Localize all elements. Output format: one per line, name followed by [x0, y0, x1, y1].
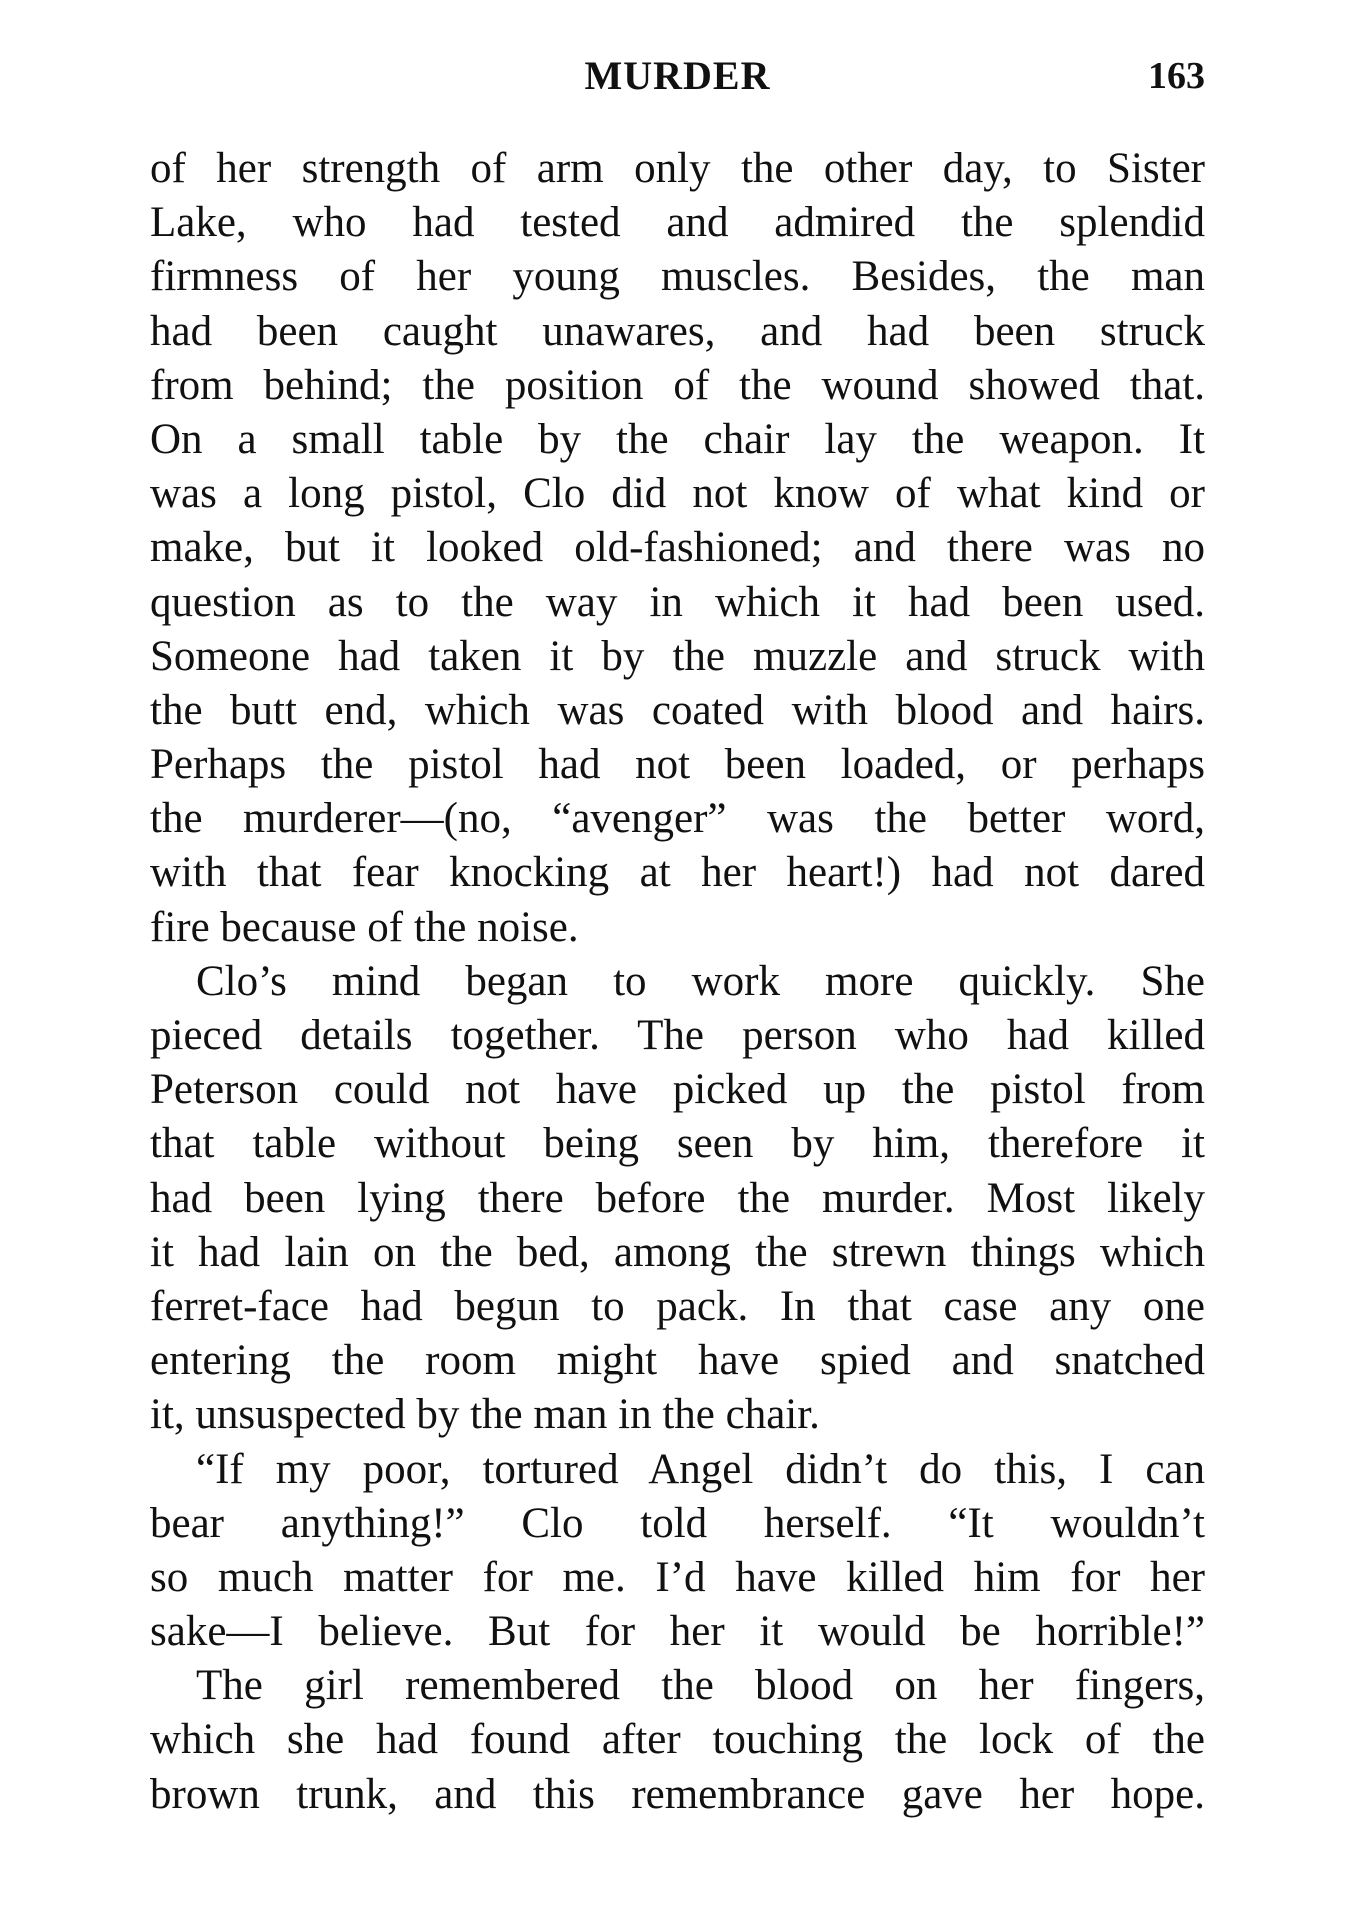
text-line: question as to the way in which it had been used.	[150, 578, 1205, 626]
text-line: it, unsuspected by the man in the chair.	[150, 1391, 820, 1439]
text-line: Clo’s mind began to work more quickly. She	[196, 957, 1205, 1005]
text-line: On a small table by the chair lay the weapon. It	[150, 415, 1205, 463]
text-line: had been lying there before the murder. Most likely	[150, 1174, 1205, 1222]
text-line: which she had found after touching the lock of the	[150, 1716, 1205, 1764]
body-text	[150, 142, 1205, 1822]
text-line: ferret-face had begun to pack. In that case any one	[150, 1282, 1205, 1330]
text-line: had been caught unawares, and had been struck	[150, 307, 1205, 355]
text-line: it had lain on the bed, among the strewn things which	[150, 1228, 1205, 1276]
text-line: brown trunk, and this remembrance gave her hope.	[150, 1770, 1205, 1818]
text-line: from behind; the position of the wound showed that.	[150, 361, 1205, 409]
text-line: so much matter for me. I’d have killed him for her	[150, 1553, 1205, 1601]
text-line: with that fear knocking at her heart!) had not dared	[150, 849, 1205, 897]
text-line: that table without being seen by him, therefore it	[150, 1120, 1205, 1168]
text-line: make, but it looked old-fashioned; and there was no	[150, 524, 1205, 572]
text-line: sake—I believe. But for her it would be horrible!”	[150, 1608, 1205, 1656]
text-line: fire because of the noise.	[150, 903, 579, 951]
text-line: pieced details together. The person who had killed	[150, 1012, 1205, 1059]
book-page	[150, 0, 1205, 1822]
running-title: MURDER	[584, 53, 771, 98]
text-line: Perhaps the pistol had not been loaded, or perhaps	[150, 741, 1205, 789]
page-number: 163	[1148, 55, 1205, 97]
text-line: Peterson could not have picked up the pistol from	[150, 1066, 1205, 1114]
text-line: firmness of her young muscles. Besides, the man	[150, 253, 1205, 301]
text-line: the butt end, which was coated with blood and hairs.	[150, 686, 1205, 734]
running-head	[150, 52, 1205, 122]
text-line: the murderer—(no, “avenger” was the better word,	[150, 795, 1205, 843]
text-line: Someone had taken it by the muzzle and struck with	[150, 632, 1205, 680]
text-line: The girl remembered the blood on her fingers,	[196, 1662, 1205, 1710]
text-line: of her strength of arm only the other day, to Sister	[150, 145, 1205, 192]
text-line: “If my poor, tortured Angel didn’t do this, I can	[196, 1445, 1205, 1493]
text-line: bear anything!” Clo told herself. “It wouldn’t	[150, 1499, 1205, 1547]
text-line: was a long pistol, Clo did not know of what kind or	[150, 470, 1205, 518]
text-line: entering the room might have spied and snatched	[150, 1337, 1205, 1385]
text-line: Lake, who had tested and admired the splendid	[150, 199, 1205, 247]
